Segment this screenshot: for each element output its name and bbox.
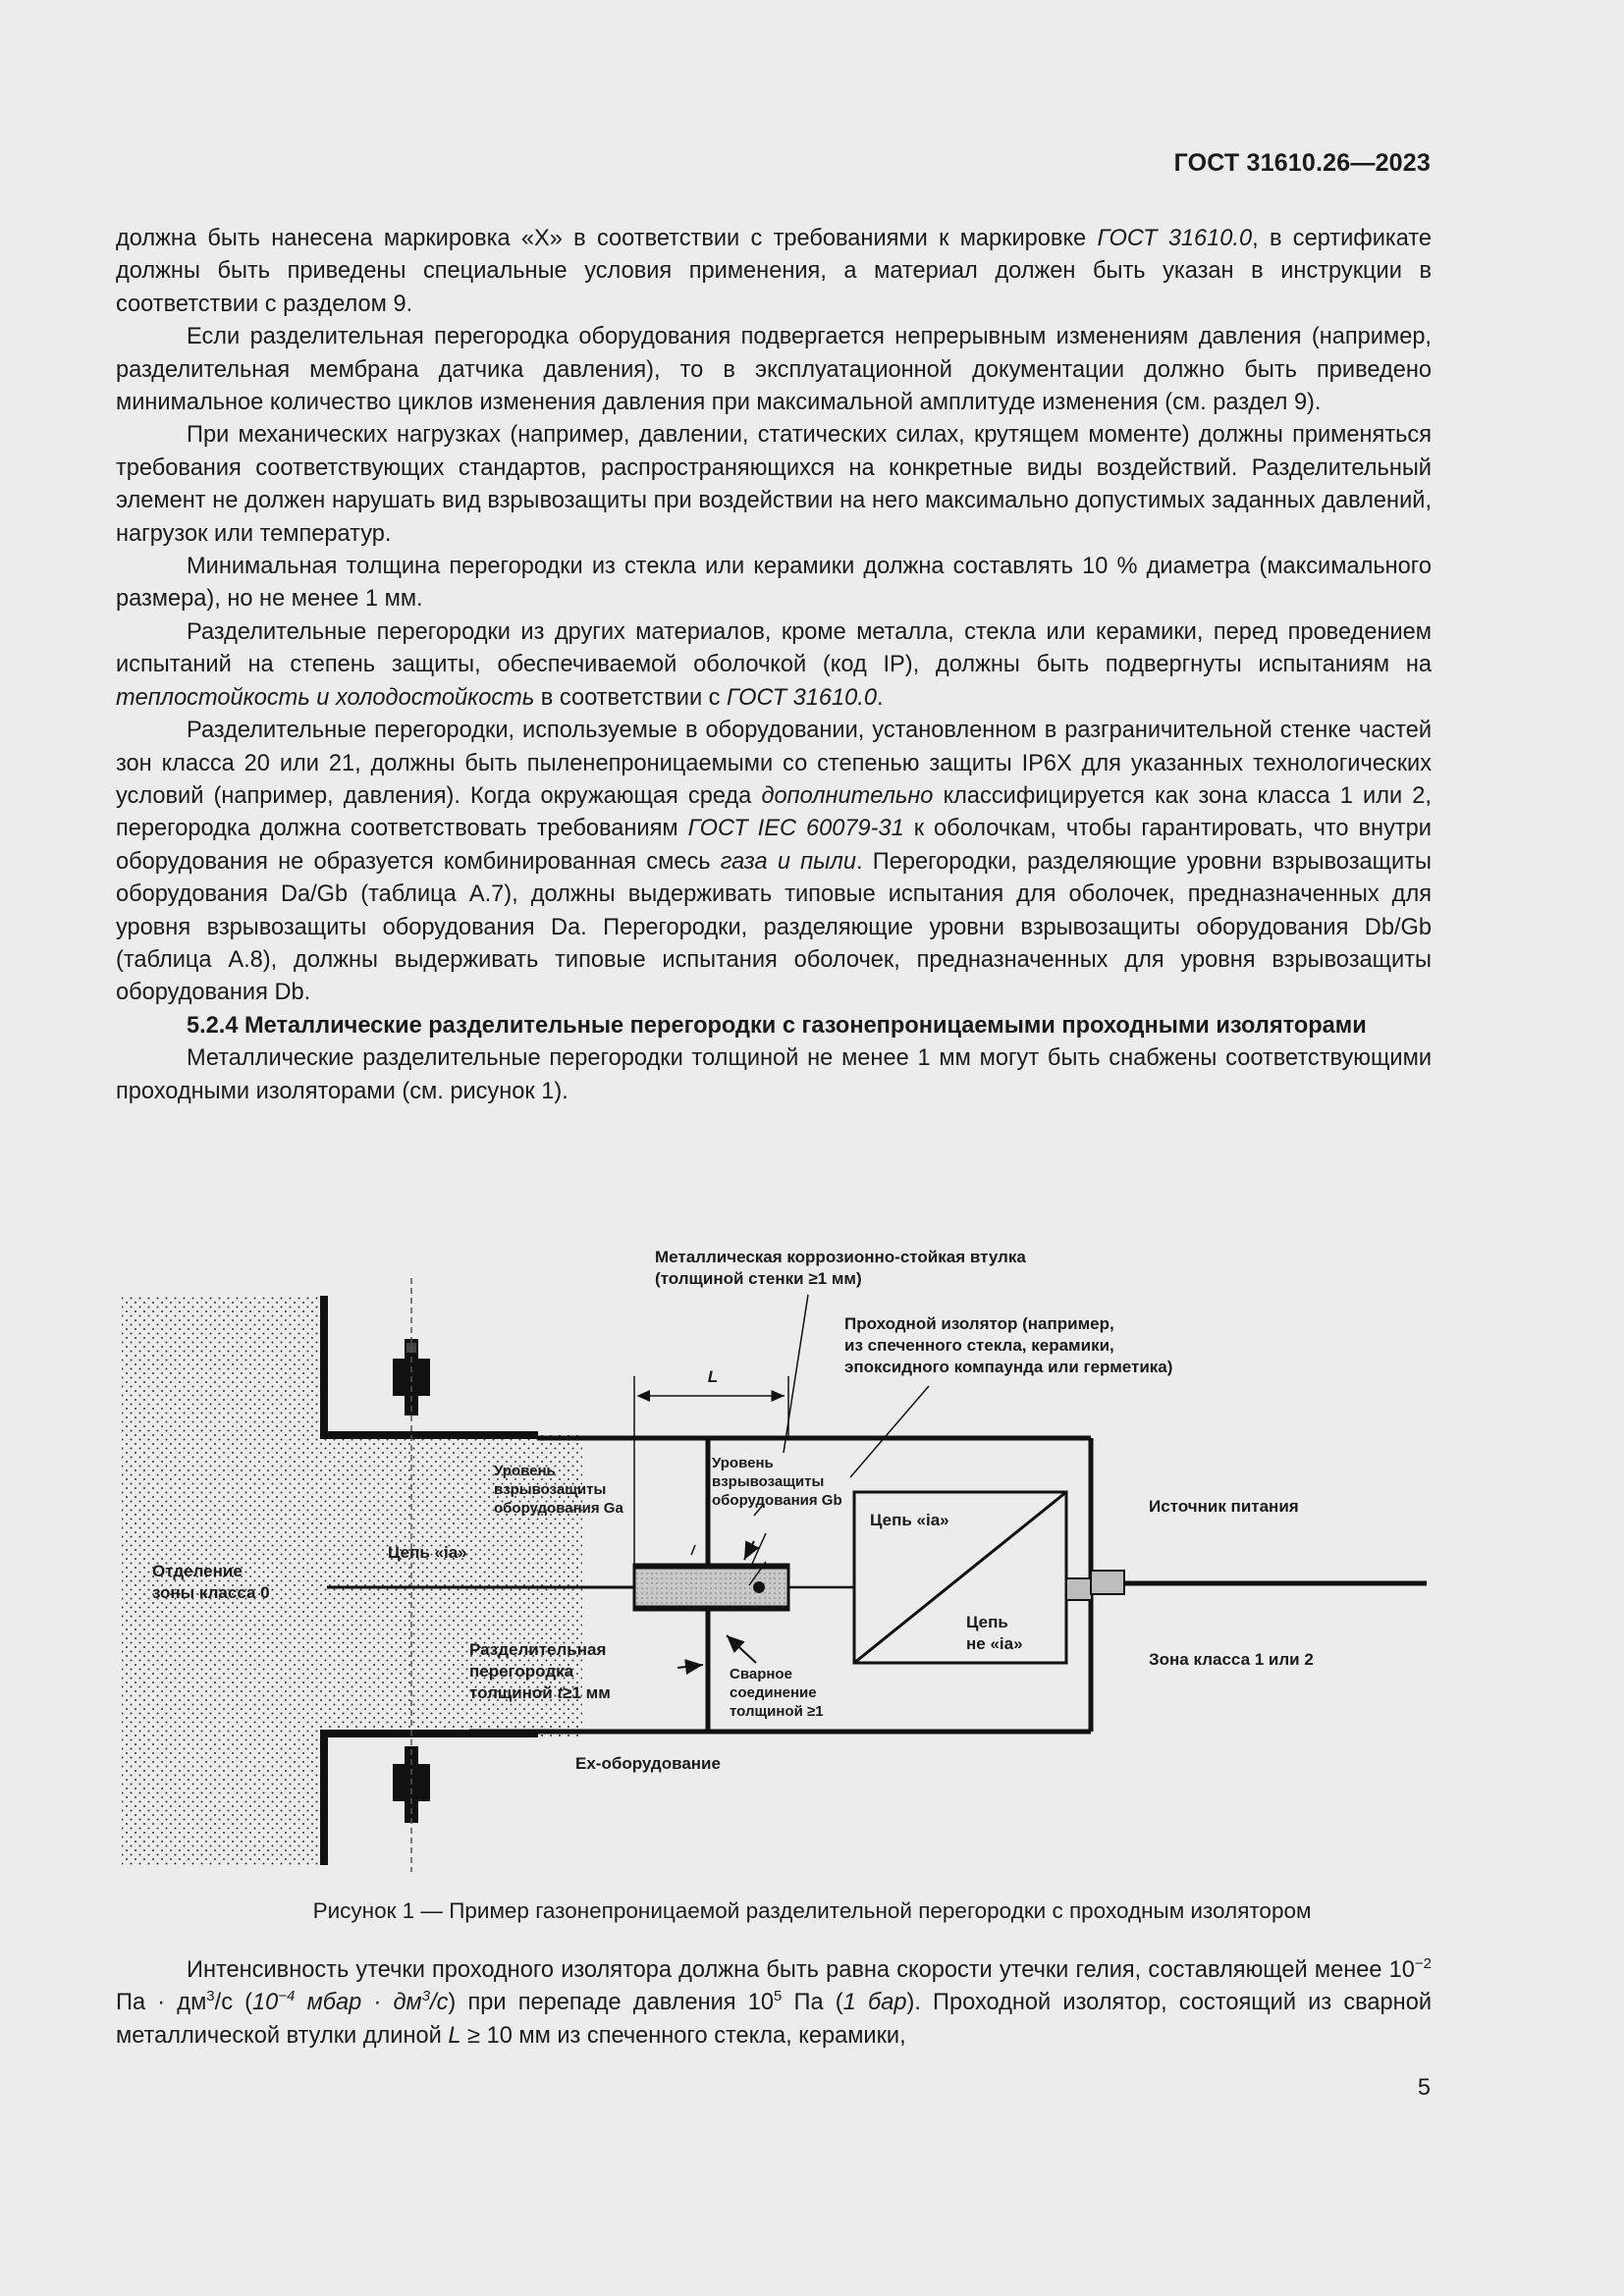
label-zone0-2: зоны класса 0	[152, 1583, 270, 1602]
label-zone-1-2: Зона класса 1 или 2	[1149, 1650, 1314, 1669]
label-circuit-ia-left: Цепь «ia»	[388, 1543, 467, 1562]
leader-weld	[727, 1635, 756, 1663]
label-weld-1: Сварное	[730, 1666, 792, 1682]
paragraph: Минимальная толщина перегородки из стекла или керамики должна составлять 10 % диаметра (максимального размера), но не менее 1 мм.	[116, 554, 1432, 613]
label-bushing-3: эпоксидного компаунда или герметика)	[844, 1358, 1173, 1376]
figure-caption: Рисунок 1 — Пример газонепроницаемой разделительной перегородки с проходным изолятором	[312, 1898, 1312, 1923]
zone-0-dotted-area	[122, 1296, 582, 1865]
label-level-gb-2: взрывозащиты	[712, 1473, 825, 1490]
label-sleeve-2: (толщиной стенки ≥1 мм)	[655, 1269, 862, 1288]
label-circuit-not-ia-2: не «ia»	[966, 1634, 1023, 1653]
leader-partition	[677, 1665, 703, 1668]
label-level-ga-2: взрывозащиты	[494, 1481, 607, 1498]
paragraph: При механических нагрузках (например, давлении, статических силах, крутящем моменте) должны применяться требования соответствующих стандартов, распространяющихся на конкретные виды воздействий. Разделительный элемент не должен нарушать вид взрывозащиты при воздействии на него максимально допустимых заданных давлений, нагрузок или температур.	[116, 422, 1432, 547]
feedthrough-bushing	[634, 1565, 788, 1610]
paragraph: Интенсивность утечки проходного изолятора должна быть равна скорости утечки гелия, составляющей менее $10^{-2}$ Па · $дм^3/с$ ($10^{-4}$ мбар · $дм^3/с$) при перепаде давления $10^5$ Па (1 бар). Проходной изолятор, состоящий из сварной металлической втулки длиной L ≥ 10 мм из спеченного стекла, керамики,	[116, 1955, 1432, 2049]
body-text-top	[116, 223, 1432, 1108]
label-weld-3: толщиной ≥1	[730, 1703, 824, 1720]
label-bushing-1: Проходной изолятор (например,	[844, 1314, 1114, 1333]
section-heading: 5.2.4 Металлические разделительные перегородки с газонепроницаемыми проходными изоляторами	[187, 1012, 1367, 1039]
page-number: 5	[1417, 2075, 1431, 2101]
figure-1	[116, 1239, 1443, 1887]
body-text-bottom	[116, 1954, 1432, 2053]
label-level-ga-1: Уровень	[494, 1463, 556, 1479]
label-partition-3: толщиной t≥1 мм	[469, 1683, 611, 1702]
label-circuit-not-ia-1: Цепь	[966, 1613, 1008, 1631]
output-connector	[1066, 1571, 1427, 1600]
label-bushing-2: из спеченного стекла, керамики,	[844, 1336, 1114, 1355]
label-partition-2: перегородка	[469, 1662, 574, 1681]
paragraph: Если разделительная перегородка оборудования подвергается непрерывным изменениям давления (например, разделительная мембрана датчика давления), то в эксплуатационной документации должно быть приведено минимальное количество циклов изменения давления при максимальной амплитуде изменения (см. раздел 9).	[116, 324, 1432, 416]
label-level-gb-3: оборудования Gb	[712, 1492, 842, 1509]
paragraph: Металлические разделительные перегородки толщиной не менее 1 мм могут быть снабжены соответствующими проходными изоляторами (см. рисунок 1).	[116, 1045, 1432, 1104]
paragraph: Разделительные перегородки, используемые в оборудовании, установленном в разграничительной стенке частей зон класса 20 или 21, должны быть пыленепроницаемыми со степенью защиты IP6X для указанных технологических условий (например, давления). Когда окружающая среда дополнительно классифицируется как зона класса 1 или 2, перегородка должна соответствовать требованиям ГОСТ IEC 60079-31 к оболочкам, чтобы гарантировать, что внутри оборудования не образуется комбинированная смесь газа и пыли. Перегородки, разделяющие уровни взрывозащиты оборудования Da/Gb (таблица А.7), должны выдерживать типовые испытания для оболочек, предназначенных для уровня взрывозащиты оборудования Da. Перегородки, разделяющие уровни взрывозащиты оборудования Db/Gb (таблица А.8), должны выдерживать типовые испытания оболочек, предназначенных для уровня взрывозащиты оборудования Db.	[116, 718, 1432, 1006]
standard-code: ГОСТ 31610.26—2023	[1173, 149, 1431, 177]
paragraph: должна быть нанесена маркировка «Х» в соответствии с требованиями к маркировке ГОСТ 31610.0, в сертификате должны быть приведены специальные условия применения, а материал должен быть указан в инструкции в соответствии с разделом 9.	[116, 226, 1432, 317]
paragraph: Разделительные перегородки из других материалов, кроме металла, стекла или керамики, перед проведением испытаний на степень защиты, обеспечиваемой оболочкой (код IP), должны быть подвергнуты испытаниям на теплостойкость и холодостойкость в соответствии с ГОСТ 31610.0.	[116, 618, 1432, 711]
label-weld-2: соединение	[730, 1684, 817, 1701]
dimension-L-label: L	[707, 1367, 719, 1386]
label-circuit-ia-box: Цепь «ia»	[870, 1511, 949, 1529]
label-sleeve-1: Металлическая коррозионно-стойкая втулка	[655, 1248, 1026, 1266]
label-level-gb-1: Уровень	[712, 1455, 774, 1471]
label-ex-equipment: Ex-оборудование	[575, 1754, 721, 1773]
label-partition-1: Разделительная	[469, 1640, 607, 1659]
leader-gb	[744, 1541, 754, 1560]
label-power-source: Источник питания	[1149, 1497, 1299, 1516]
label-level-ga-3: оборудования Ga	[494, 1500, 623, 1517]
label-zone0-1: Отделение	[152, 1562, 243, 1580]
